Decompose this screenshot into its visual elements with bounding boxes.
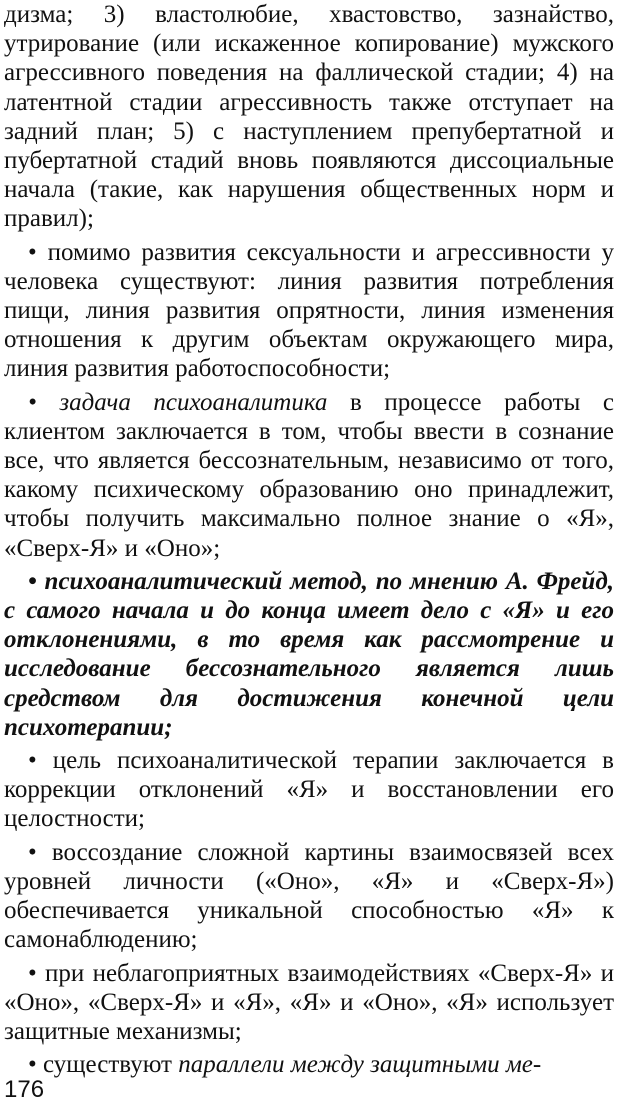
italic-phrase: параллели между защитными ме-	[178, 1051, 542, 1079]
paragraph-2: • помимо развития сексуальности и агрессивности у человека существуют: линия развития потребления пищи, линия развития опрятности, линия изменения отношения к другим объектам окружающего мира, линия развития работоспособности;	[4, 238, 614, 383]
page-number: 176	[4, 1076, 45, 1103]
paragraph-8	[4, 1050, 614, 1079]
paragraph-3-text: в процессе работы с клиентом заключается в том, чтобы ввести в сознание все, что является бессознательным, независимо от того, какому психическому образованию оно принадлежит, чтобы получить максимально полное знание о «Я», «Сверх-Я» и «Оно»;	[4, 388, 614, 562]
paragraph-1: дизма; 3) властолюбие, хвастовство, зазнайство, утрирование (или искаженное копирование) мужского агрессивного поведения на фаллической стадии; 4) на латентной стадии агрессивность также отступает на задний план; 5) с наступлением препубертатной и пубертатной стадий вновь появляются диссоциальные начала (такие, как нарушения общественных норм и правил);	[4, 1, 614, 233]
paragraph-3	[4, 388, 614, 563]
paragraph-5: • цель психоаналитической терапии заключается в коррекции отклонений «Я» и восстановлении его целостности;	[4, 747, 614, 833]
paragraph-8-text: • существуют	[28, 1051, 179, 1079]
paragraph-4: • психоаналитический метод, по мнению А. Фрейд, с самого начала и до конца имеет дело с «Я» и его отклонениями, в то время как рассмотрение и исследование бессознательного является лишь средством для достижения конечной цели психотерапии;	[4, 567, 614, 741]
italic-term: • задача психоаналитика	[28, 388, 328, 416]
page-text	[4, 0, 614, 1079]
paragraph-7: • при неблагоприятных взаимодействиях «Сверх-Я» и «Оно», «Сверх-Я» и «Я», «Я» и «Оно», «Я» использует защитные механизмы;	[4, 959, 614, 1045]
paragraph-6: • воссоздание сложной картины взаимосвязей всех уровней личности («Оно», «Я» и «Сверх-Я») обеспечивается уникальной способностью «Я» к самонаблюдению;	[4, 838, 614, 954]
